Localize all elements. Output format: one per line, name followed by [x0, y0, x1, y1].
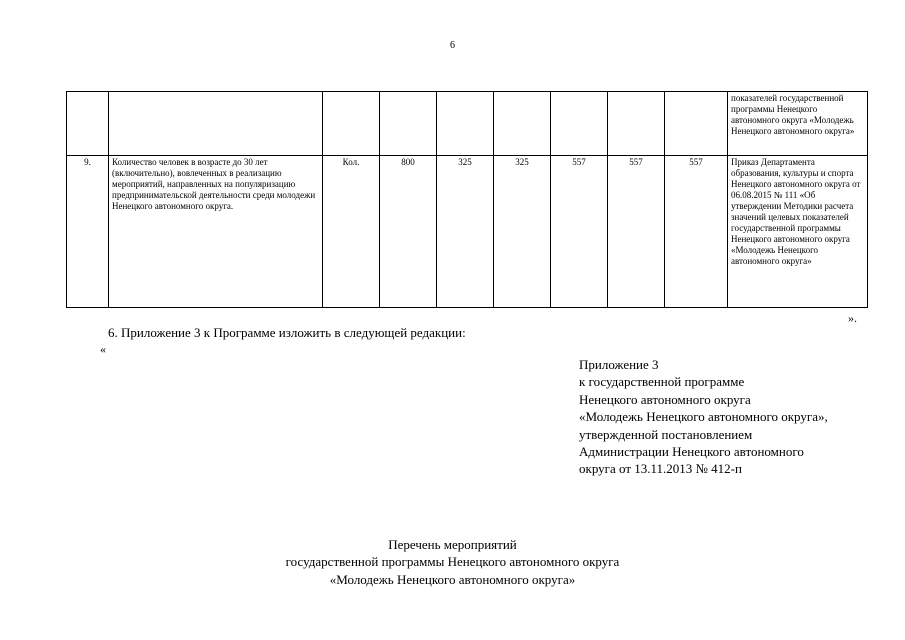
value-cell: 800 — [380, 156, 437, 308]
value-cell: 325 — [437, 156, 494, 308]
indicator-cell — [109, 92, 323, 156]
value-cell: 557 — [551, 156, 608, 308]
item-heading: 6. Приложение 3 к Программе изложить в следующей редакции: — [108, 325, 466, 340]
appendix-approval-block — [579, 356, 828, 478]
closing-quote: ». — [848, 311, 857, 325]
unit-cell — [323, 92, 380, 156]
list-title-line: государственной программы Ненецкого автономного округа — [285, 554, 620, 570]
appendix-line: к государственной программе — [579, 374, 745, 390]
appendix-line: Администрации Ненецкого автономного — [579, 444, 804, 460]
table-row — [67, 156, 868, 308]
indicators-table — [66, 91, 868, 308]
list-title-line: Перечень мероприятий — [388, 537, 517, 552]
value-cell — [551, 92, 608, 156]
page-number: 6 — [450, 40, 455, 51]
value-cell: 325 — [494, 156, 551, 308]
list-title-line: «Молодежь Ненецкого автономного округа» — [329, 571, 576, 587]
appendix-line: утвержденной постановлением — [579, 426, 753, 442]
value-cell — [494, 92, 551, 156]
appendix-line: Приложение 3 — [579, 357, 659, 372]
value-cell — [380, 92, 437, 156]
indicator-cell: Количество человек в возрасте до 30 лет (включительно), вовлеченных в реализацию мероприятий, направленных на популяризацию предпринимательской деятельности среди молодежи Ненецкого автономного округа. — [109, 156, 323, 308]
basis-cell: Приказ Департамента образования, культуры и спорта Ненецкого автономного округа от 06.08.2015 № 111 «Об утверждении Методики расчета значений целевых показателей государственной программы Ненецкого автономного округа «Молодежь Ненецкого автономного округа» — [728, 156, 868, 308]
value-cell — [608, 92, 665, 156]
value-cell — [665, 92, 728, 156]
appendix-line: Ненецкого автономного округа — [579, 391, 751, 407]
basis-cell: показателей государственной программы Ненецкого автономного округа «Молодежь Ненецкого автономного округа» — [728, 92, 868, 156]
appendix-line: «Молодежь Ненецкого автономного округа», — [579, 409, 828, 425]
unit-cell: Кол. — [323, 156, 380, 308]
opening-quote: « — [100, 342, 106, 356]
value-cell: 557 — [665, 156, 728, 308]
appendix-line: округа от 13.11.2013 № 412-п — [579, 461, 742, 477]
value-cell: 557 — [608, 156, 665, 308]
table-row — [67, 92, 868, 156]
list-title — [0, 536, 905, 588]
row-number-cell: 9. — [67, 156, 109, 308]
row-number-cell — [67, 92, 109, 156]
value-cell — [437, 92, 494, 156]
